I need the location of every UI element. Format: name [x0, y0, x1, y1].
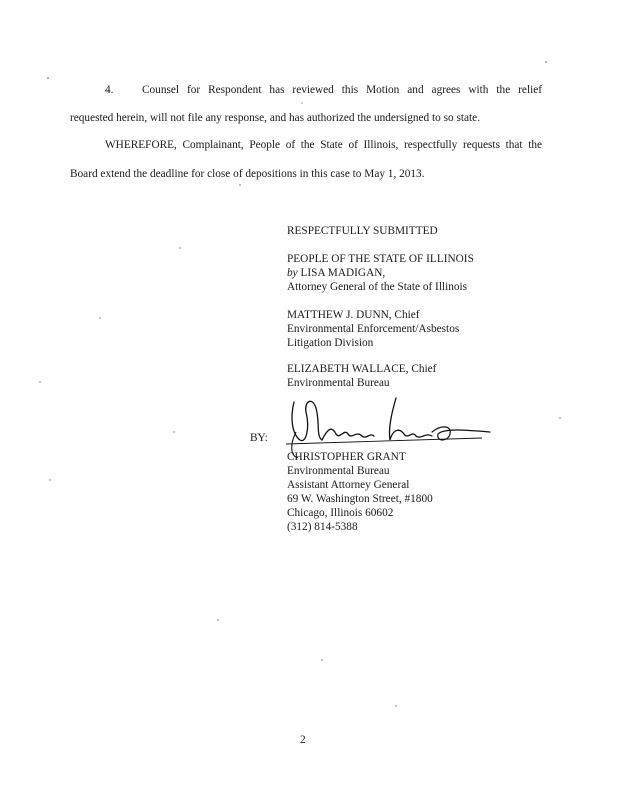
paragraph-number: 4.: [105, 84, 114, 96]
signer-phone: (312) 814-5388: [287, 521, 358, 533]
paragraph-4-line-1: Counsel for Respondent has reviewed this Motion and agrees with the relief: [142, 84, 542, 96]
wherefore-line-1: WHEREFORE, Complainant, People of the State of Illinois, respectfully requests that the: [105, 139, 542, 151]
chief-2-dept: Environmental Bureau: [287, 377, 390, 389]
wherefore-line-2: Board extend the deadline for close of depositions in this case to May 1, 2013.: [70, 168, 425, 180]
submission-heading: RESPECTFULLY SUBMITTED: [287, 225, 438, 237]
party-block: [287, 252, 474, 294]
submission-heading-block: [287, 224, 438, 238]
signer-address-1: 69 W. Washington Street, #1800: [287, 493, 433, 505]
signer-name: CHRISTOPHER GRANT: [287, 451, 406, 463]
ag-name: LISA MADIGAN,: [300, 267, 386, 279]
by-word: by: [287, 267, 298, 279]
chief-1-dept-1: Environmental Enforcement/Asbestos: [287, 323, 460, 335]
chief-1-block: [287, 308, 459, 350]
chief-2-name: ELIZABETH WALLACE, Chief: [287, 363, 437, 375]
chief-1-dept-2: Litigation Division: [287, 337, 374, 349]
party-name: PEOPLE OF THE STATE OF ILLINOIS: [287, 253, 474, 265]
chief-1-name: MATTHEW J. DUNN, Chief: [287, 309, 420, 321]
signer-address-2: Chicago, Illinois 60602: [287, 507, 394, 519]
chief-2-block: [287, 362, 436, 390]
page-number: 2: [300, 734, 306, 746]
paragraph-4-line-2: requested herein, will not file any response, and has authorized the undersigned to so state.: [70, 112, 481, 124]
signer-block: [287, 450, 433, 534]
signer-bureau: Environmental Bureau: [287, 465, 390, 477]
ag-title: Attorney General of the State of Illinois: [287, 281, 468, 293]
by-label: BY:: [250, 432, 268, 444]
signer-title: Assistant Attorney General: [287, 479, 410, 491]
by-attorney-general: [287, 266, 474, 280]
handwritten-signature: [276, 388, 496, 458]
